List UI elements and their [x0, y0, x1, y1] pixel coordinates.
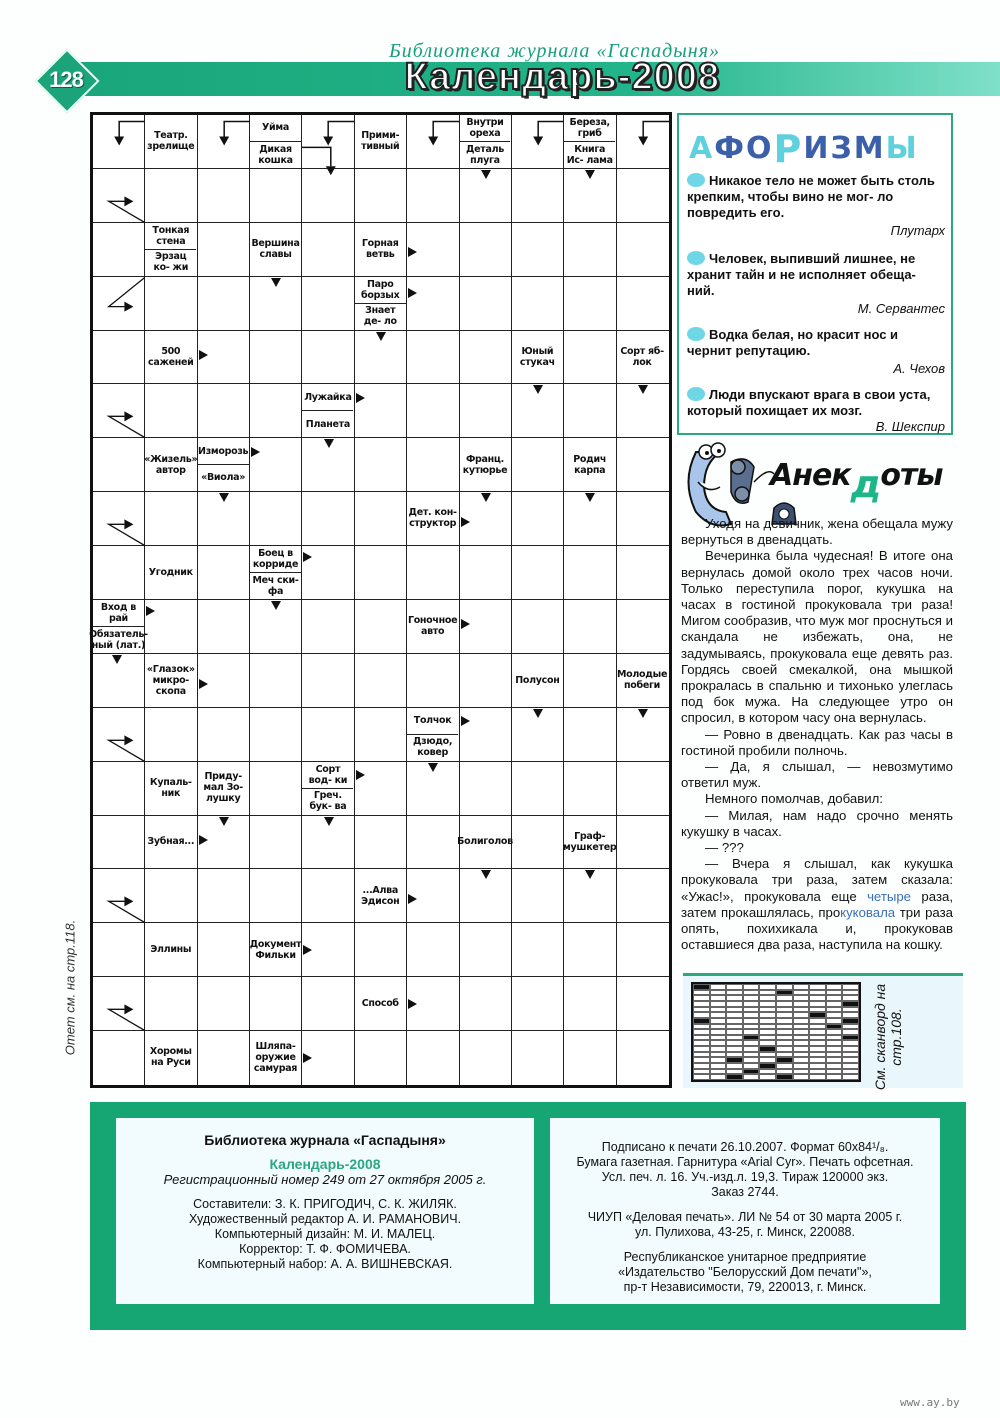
- arrow-down-icon: [112, 655, 122, 664]
- crossword-cell[interactable]: [355, 438, 407, 492]
- arrow-down-icon: [585, 493, 595, 502]
- answer-note-text: Отет см. на стр.118.: [62, 919, 78, 1056]
- mini-scanword-cell: [759, 1074, 776, 1080]
- crossword-clue: Театр. зрелище: [147, 130, 195, 153]
- crossword-cell[interactable]: [460, 384, 512, 438]
- crossword-cell[interactable]: [512, 1031, 564, 1085]
- crossword-cell[interactable]: [250, 492, 302, 546]
- crossword-clue: Способ: [361, 997, 399, 1009]
- aphorism-text: Люди впускают врага в свои уста, который похищает их мозг.: [687, 387, 931, 418]
- crossword-cell[interactable]: [460, 546, 512, 600]
- crossword-cell[interactable]: [617, 977, 669, 1031]
- crossword-clue: Обязатель- ный (лат.): [89, 628, 148, 651]
- credit-line: Компьютерный набор: А. А. ВИШНЕВСКАЯ.: [197, 1257, 453, 1271]
- crossword-cell[interactable]: [407, 277, 459, 331]
- crossword-clue: Угодник: [148, 566, 193, 578]
- crossword-clue: Болиголов: [457, 836, 513, 848]
- crossword-clue: Прими- тивный: [361, 130, 400, 153]
- crossword-cell[interactable]: [250, 869, 302, 923]
- print-info-line: Бумага газетная. Гарнитура «Arial Cyr». Печать офсетная.: [576, 1155, 914, 1169]
- crossword-clue: Планета: [305, 418, 350, 430]
- crossword-cell[interactable]: [617, 816, 669, 870]
- crossword-cell[interactable]: [407, 331, 459, 385]
- aphorisms-title-letter: Р: [773, 127, 802, 171]
- crossword-cell[interactable]: [302, 708, 354, 762]
- arrow-down-icon: [271, 278, 281, 287]
- crossword-cell[interactable]: [198, 923, 250, 977]
- crossword-clue: Горная ветвь: [361, 237, 399, 260]
- arrow-right-icon: [408, 894, 417, 904]
- aphorisms-box: [677, 113, 953, 435]
- crossword-clue: Гоночное авто: [407, 615, 458, 638]
- arrow-down-icon: [585, 870, 595, 879]
- zigzag-arrow-right-icon: [93, 869, 145, 923]
- arrow-right-icon: [408, 999, 417, 1009]
- crossword-clue: Дикая кошка: [258, 143, 293, 166]
- crossword-cell[interactable]: [302, 869, 354, 923]
- crossword-cell[interactable]: [198, 223, 250, 277]
- crossword-cell[interactable]: [617, 869, 669, 923]
- bent-arrow-down-icon: [512, 115, 564, 169]
- zigzag-arrow-right-icon: [93, 977, 145, 1031]
- crossword-cell[interactable]: [198, 546, 250, 600]
- crossword-cell[interactable]: [564, 923, 616, 977]
- crossword-cell[interactable]: [355, 169, 407, 223]
- imprint-left: [116, 1118, 534, 1304]
- arrow-right-icon: [199, 835, 208, 845]
- arrow-right-icon: [408, 247, 417, 257]
- crossword-cell[interactable]: [302, 277, 354, 331]
- arrow-down-icon: [219, 493, 229, 502]
- crossword-clue: Сорт яб- лок: [620, 345, 664, 368]
- crossword-cell[interactable]: [512, 977, 564, 1031]
- crossword-cell[interactable]: [512, 869, 564, 923]
- imprint-registration: Регистрационный номер 249 от 27 октября 2005 г.: [163, 1172, 487, 1187]
- crossword-cell[interactable]: [564, 223, 616, 277]
- printer-info-line: ЧИУП «Деловая печать». ЛИ № 54 от 30 марта 2005 г.: [587, 1210, 903, 1224]
- crossword-cell[interactable]: [302, 600, 354, 654]
- crossword-cell[interactable]: [198, 384, 250, 438]
- crossword-clue: Приду- мал Зо- лушку: [203, 771, 243, 805]
- arrow-down-icon: [219, 817, 229, 826]
- header-subtitle: Библиотека журнала «Гаспадыня»: [389, 40, 720, 62]
- arrow-right-icon: [461, 619, 470, 629]
- crossword-cell[interactable]: [564, 654, 616, 708]
- publisher-info-line: пр-т Независимости, 79, 220013, г. Минск.: [623, 1280, 867, 1294]
- crossword-cell[interactable]: [564, 1031, 616, 1085]
- crossword-clue: «Жизель» автор: [144, 453, 198, 476]
- mini-scanword-note: [833, 976, 943, 1091]
- imprint-right: [550, 1118, 940, 1304]
- crossword-cell[interactable]: [355, 654, 407, 708]
- crossword-cell[interactable]: [617, 277, 669, 331]
- arrow-right-icon: [461, 517, 470, 527]
- zigzag-arrow-right-icon: [93, 277, 145, 331]
- crossword-clue: Уйма: [250, 115, 301, 142]
- crossword-clue: Юный стукач: [519, 345, 555, 368]
- crossword-cell[interactable]: [407, 384, 459, 438]
- crossword-cell[interactable]: [617, 923, 669, 977]
- crossword-cell[interactable]: [145, 169, 197, 223]
- crossword-cell[interactable]: [198, 869, 250, 923]
- crossword-cell[interactable]: [617, 169, 669, 223]
- crossword-cell[interactable]: [407, 654, 459, 708]
- crossword-cell[interactable]: [250, 654, 302, 708]
- printer-info-line: ул. Пулихова, 43-25, г. Минск, 220088.: [635, 1225, 855, 1239]
- arrow-down-icon: [376, 332, 386, 341]
- mini-scanword-cell: [693, 1074, 710, 1080]
- crossword-cell[interactable]: [407, 169, 459, 223]
- text-span-blue: куковала: [840, 904, 896, 920]
- crossword-cell[interactable]: [93, 331, 145, 385]
- crossword-clue: Дет. кон- структор: [408, 507, 457, 530]
- imprint-footer: [90, 1102, 966, 1330]
- crossword-clue: Эллины: [150, 944, 192, 956]
- crossword-cell[interactable]: [145, 384, 197, 438]
- arrow-down-icon: [428, 763, 438, 772]
- crossword-clue: Франц. кутюрье: [462, 453, 508, 476]
- imprint-library-title: Библиотека журнала «Гаспадыня»: [204, 1132, 446, 1148]
- crossword-cell[interactable]: [460, 923, 512, 977]
- crossword-cell[interactable]: [617, 1031, 669, 1085]
- mini-scanword-panel: [683, 976, 963, 1091]
- crossword-clue: Изморозь: [198, 438, 249, 465]
- bullet-icon: [687, 251, 705, 265]
- mini-scanword-cell: [726, 1074, 743, 1080]
- crossword-clue: «Виола»: [201, 472, 246, 484]
- crossword-cell[interactable]: [198, 169, 250, 223]
- aphorisms-title-letter: А: [689, 131, 713, 166]
- crossword-cell[interactable]: [355, 1031, 407, 1085]
- printer-info: [550, 1210, 940, 1240]
- crossword-clue: Полусон: [515, 674, 560, 686]
- print-info-line: Усл. печ. л. 16. Уч.-изд.л. 19,3. Тираж 120000 экз.: [601, 1170, 889, 1184]
- crossword-cell[interactable]: [93, 223, 145, 277]
- anecdote-paragraph: [681, 856, 953, 953]
- aphorisms-title-letter: Ф: [714, 131, 744, 166]
- crossword-cell[interactable]: [460, 1031, 512, 1085]
- crossword-cell[interactable]: [617, 546, 669, 600]
- anecdote-text: [681, 516, 953, 953]
- crossword-cell[interactable]: [302, 223, 354, 277]
- crossword-cell[interactable]: [93, 546, 145, 600]
- arrow-down-icon: [638, 385, 648, 394]
- aphorism-item: [687, 173, 945, 238]
- arrow-right-icon: [199, 350, 208, 360]
- crossword-cell[interactable]: [302, 492, 354, 546]
- aphorism-item: [687, 387, 945, 434]
- mini-scanword-cell: [793, 1074, 810, 1080]
- imprint-issue-title: Календарь-2008: [269, 1156, 381, 1172]
- crossword-cell[interactable]: [512, 546, 564, 600]
- crossword-cell[interactable]: [250, 331, 302, 385]
- anecdote-paragraph: — ???: [705, 840, 744, 856]
- anecdote-paragraph: — Ровно в двенадцать. Как раз часы в гостиной пробили полночь.: [681, 726, 953, 758]
- crossword-clue: Меч ски- фа: [252, 574, 299, 597]
- arrow-right-icon: [303, 1053, 312, 1063]
- crossword-cell[interactable]: [302, 977, 354, 1031]
- arrow-right-icon: [408, 288, 417, 298]
- crossword-clue: Внутри ореха: [460, 115, 511, 142]
- arrow-right-icon: [199, 679, 208, 689]
- crossword-cell[interactable]: [145, 492, 197, 546]
- anecdote-paragraph: Вечеринка была чудесная! В итоге она вернулась домой около трех часов ночи. Только переступила порог, кукушка на часах в гостиной прокуковала три раза! Мигом сообразив, что муж мог проснуться и скандала не избежать, она, не задумываясь, прокуковала еще девять раз. Гордясь своей смекалкой, она мышкой прокралась в спальню и тихонько улеглась под бок мужа. На следующее утро он спросил, в котором часу она вернулась.: [681, 548, 953, 726]
- crossword-clue: Граф- мушкетер: [563, 830, 617, 853]
- crossword-grid: [90, 112, 672, 1088]
- anecdotes-title-green-letter: д: [850, 462, 881, 506]
- print-info: [550, 1140, 940, 1200]
- aphorisms-title-letter: З: [830, 131, 852, 166]
- anecdote-paragraph: — Милая, нам надо срочно менять кукушку в часах.: [681, 807, 953, 839]
- crossword-cell[interactable]: [407, 816, 459, 870]
- print-info-line: Подписано к печати 26.10.2007. Формат 60х84¹/₈.: [601, 1140, 889, 1154]
- crossword-cell[interactable]: [198, 708, 250, 762]
- crossword-cell[interactable]: [355, 546, 407, 600]
- crossword-clue: 500 саженей: [148, 345, 194, 368]
- arrow-down-icon: [481, 170, 491, 179]
- publisher-info-line: Республиканское унитарное предприятие: [623, 1250, 867, 1264]
- mini-scanword-cell: [809, 1074, 826, 1080]
- crossword-clue: Зубная...: [147, 836, 195, 848]
- crossword-cell[interactable]: [617, 600, 669, 654]
- crossword-cell[interactable]: [93, 438, 145, 492]
- zigzag-arrow-right-icon: [93, 384, 145, 438]
- arrow-right-icon: [461, 716, 470, 726]
- crossword-cell[interactable]: [302, 654, 354, 708]
- crossword-cell[interactable]: [145, 977, 197, 1031]
- anecdote-paragraph: — Да, я слышал, — невозмутимо ответил муж.: [681, 759, 953, 791]
- crossword-cell[interactable]: [564, 546, 616, 600]
- crossword-cell[interactable]: [564, 977, 616, 1031]
- crossword-cell[interactable]: [198, 1031, 250, 1085]
- crossword-cell[interactable]: [564, 384, 616, 438]
- arrow-right-icon: [251, 447, 260, 457]
- crossword-cell[interactable]: [512, 923, 564, 977]
- print-info-line: Заказ 2744.: [711, 1185, 779, 1199]
- crossword-cell[interactable]: [407, 546, 459, 600]
- mini-scanword-note-text: См. сканворд на стр.108.: [872, 983, 904, 1091]
- crossword-cell[interactable]: [617, 762, 669, 816]
- credit-line: Художественный редактор А. И. РАМАНОВИЧ.: [188, 1212, 462, 1226]
- aphorisms-title-letter: И: [803, 131, 829, 166]
- zigzag-arrow-right-icon: [93, 492, 145, 546]
- arrow-right-icon: [356, 770, 365, 780]
- crossword-cell[interactable]: [564, 277, 616, 331]
- bent-arrow-down-icon: [617, 115, 669, 169]
- crossword-clue: Боец в корриде: [250, 546, 301, 573]
- crossword-cell[interactable]: [512, 223, 564, 277]
- aphorism-item: [687, 327, 945, 376]
- credit-line: Составители: З. К. ПРИГОДИЧ, С. К. ЖИЛЯК.: [193, 1197, 457, 1211]
- crossword-clue: Родич карпа: [573, 453, 607, 476]
- crossword-cell[interactable]: [512, 816, 564, 870]
- crossword-cell[interactable]: [145, 708, 197, 762]
- credit-line: Корректор: Т. Ф. ФОМИЧЕВА.: [239, 1242, 411, 1256]
- arrow-down-icon: [533, 709, 543, 718]
- crossword-clue: Хоромы на Руси: [149, 1046, 192, 1069]
- aphorism-author: А. Чехов: [893, 361, 945, 376]
- zigzag-arrow-right-icon: [93, 169, 145, 223]
- arrow-down-icon: [324, 817, 334, 826]
- crossword-cell[interactable]: [93, 923, 145, 977]
- page-number-badge: [36, 50, 96, 110]
- anecdotes-title-part: оты: [880, 458, 943, 493]
- bent-arrow-down-icon: [407, 115, 459, 169]
- crossword-cell[interactable]: [564, 600, 616, 654]
- aphorisms-title: [689, 125, 917, 171]
- crossword-cell[interactable]: [564, 708, 616, 762]
- bent-arrow-down-icon: [198, 115, 250, 169]
- crossword-cell[interactable]: [460, 277, 512, 331]
- crossword-cell[interactable]: [564, 762, 616, 816]
- crossword-cell[interactable]: [198, 600, 250, 654]
- crossword-cell[interactable]: [407, 923, 459, 977]
- anecdote-paragraph: Уходя на девичник, жена обещала мужу вернуться в двенадцать.: [681, 516, 953, 548]
- crossword-clue: Греч. бук- ва: [309, 790, 347, 813]
- crossword-cell[interactable]: [460, 331, 512, 385]
- crossword-cell[interactable]: [250, 384, 302, 438]
- publisher-info-line: «Издательство "Белорусский Дом печати"»,: [618, 1265, 872, 1279]
- arrow-down-icon: [585, 170, 595, 179]
- crossword-clue: Деталь плуга: [465, 143, 504, 166]
- crossword-cell[interactable]: [93, 1031, 145, 1085]
- crossword-clue: ...Алва Эдисон: [361, 884, 400, 907]
- aphorisms-title-letter: М: [853, 131, 884, 166]
- crossword-cell[interactable]: [512, 600, 564, 654]
- arrow-down-icon: [481, 870, 491, 879]
- crossword-clue: Толчок: [407, 708, 458, 735]
- bullet-icon: [687, 173, 705, 187]
- bent-arrow-down-icon: [302, 142, 354, 196]
- answer-note: [60, 900, 80, 1080]
- crossword-clue: Вершина славы: [251, 237, 300, 260]
- mini-scanword-cell: [743, 1074, 760, 1080]
- crossword-cell[interactable]: [355, 492, 407, 546]
- aphorism-author: Плутарх: [890, 223, 945, 238]
- crossword-cell[interactable]: [145, 277, 197, 331]
- crossword-clue: Вход в рай: [93, 600, 144, 627]
- crossword-cell[interactable]: [355, 816, 407, 870]
- bent-arrow-down-icon: [93, 115, 145, 169]
- arrow-down-icon: [324, 439, 334, 448]
- anecdotes-title-part: Анек: [770, 458, 851, 493]
- arrow-right-icon: [303, 552, 312, 562]
- crossword-cell[interactable]: [512, 169, 564, 223]
- aphorisms-title-letter: Ы: [885, 131, 917, 166]
- crossword-cell[interactable]: [512, 277, 564, 331]
- crossword-cell[interactable]: [198, 977, 250, 1031]
- crossword-cell[interactable]: [460, 977, 512, 1031]
- arrow-down-icon: [481, 493, 491, 502]
- anecdote-paragraph: Немного помолчав, добавил:: [705, 791, 883, 807]
- crossword-cell[interactable]: [302, 331, 354, 385]
- text-span: три раза опять, похихикала и, прокуковав оставшиеся два раза, наступила на кошку.: [681, 904, 953, 953]
- crossword-clue: «Глазок» микро- скопа: [146, 663, 195, 697]
- crossword-clue: Купаль- ник: [149, 776, 192, 799]
- aphorism-text: Никакое тело не может быть столь крепким, чтобы вино не мог- ло повредить его.: [687, 173, 935, 220]
- crossword-cell[interactable]: [617, 438, 669, 492]
- crossword-cell[interactable]: [460, 654, 512, 708]
- crossword-cell[interactable]: [564, 331, 616, 385]
- crossword-cell[interactable]: [407, 438, 459, 492]
- crossword-cell[interactable]: [355, 923, 407, 977]
- crossword-cell[interactable]: [512, 438, 564, 492]
- crossword-cell[interactable]: [512, 492, 564, 546]
- crossword-cell[interactable]: [145, 869, 197, 923]
- crossword-cell[interactable]: [617, 223, 669, 277]
- page-number: 128: [49, 67, 83, 92]
- text-span: раза, затем прокашлялась, про: [681, 888, 953, 920]
- arrow-down-icon: [271, 601, 281, 610]
- crossword-cell[interactable]: [617, 492, 669, 546]
- crossword-clue: Береза, гриб: [564, 115, 615, 142]
- arrow-down-icon: [533, 385, 543, 394]
- mini-scanword-cell: [776, 1074, 793, 1080]
- bullet-icon: [687, 327, 705, 341]
- aphorisms-title-letter: О: [745, 131, 772, 166]
- crossword-cell[interactable]: [93, 816, 145, 870]
- crossword-clue: Сорт вод- ки: [302, 762, 353, 789]
- arrow-right-icon: [303, 945, 312, 955]
- text-span: — Вчера я слышал, как кукушка прокуковала три раза, затем сказала: «Ужас!», прокуковала еще: [681, 856, 953, 904]
- aphorism-author: М. Сервантес: [857, 301, 945, 316]
- crossword-clue: Знает де- ло: [363, 305, 397, 328]
- aphorism-text: Водка белая, но красит нос и чернит репутацию.: [687, 327, 899, 358]
- arrow-down-icon: [638, 709, 648, 718]
- aphorism-text: Человек, выпивший лишнее, не хранит тайн и не исполняет обеща- ний.: [687, 251, 916, 298]
- crossword-clue: Тонкая стена: [145, 223, 196, 250]
- zigzag-arrow-right-icon: [93, 708, 145, 762]
- crossword-cell[interactable]: [460, 223, 512, 277]
- imprint-credits: [116, 1197, 534, 1272]
- mini-scanword-cell: [710, 1074, 727, 1080]
- crossword-cell[interactable]: [198, 277, 250, 331]
- crossword-clue: Книга Ис- лама: [566, 143, 613, 166]
- crossword-cell[interactable]: [355, 708, 407, 762]
- crossword-cell[interactable]: [250, 816, 302, 870]
- crossword-cell[interactable]: [460, 762, 512, 816]
- crossword-clue: Паро борзых: [355, 277, 406, 304]
- crossword-cell[interactable]: [407, 1031, 459, 1085]
- aphorism-author: В. Шекспир: [875, 419, 945, 434]
- publisher-info: [550, 1250, 940, 1295]
- text-span-blue: четыре: [867, 888, 912, 904]
- crossword-cell[interactable]: [250, 762, 302, 816]
- crossword-clue: Молодые побеги: [617, 669, 668, 692]
- crossword-cell[interactable]: [250, 169, 302, 223]
- crossword-cell[interactable]: [512, 762, 564, 816]
- crossword-clue: Эрзац ко- жи: [153, 251, 189, 274]
- crossword-cell[interactable]: [250, 708, 302, 762]
- crossword-cell[interactable]: [250, 977, 302, 1031]
- crossword-cell[interactable]: [93, 762, 145, 816]
- arrow-right-icon: [356, 393, 365, 403]
- credit-line: Компьютерный дизайн: М. И. МАЛЕЦ.: [214, 1227, 436, 1241]
- crossword-clue: Дзюдо, ковер: [412, 736, 453, 759]
- aphorism-item: [687, 251, 945, 316]
- crossword-clue: Лужайка: [302, 384, 353, 411]
- bullet-icon: [687, 387, 705, 401]
- watermark: www.ay.by: [900, 1396, 960, 1409]
- crossword-clue: Документ Фильки: [249, 938, 302, 961]
- header-title: Календарь-2008: [404, 56, 720, 98]
- arrow-right-icon: [146, 606, 155, 616]
- crossword-clue: Шляпа- оружие самурая: [253, 1040, 298, 1074]
- anecdotes-title: [770, 450, 943, 506]
- crossword-cell[interactable]: [355, 600, 407, 654]
